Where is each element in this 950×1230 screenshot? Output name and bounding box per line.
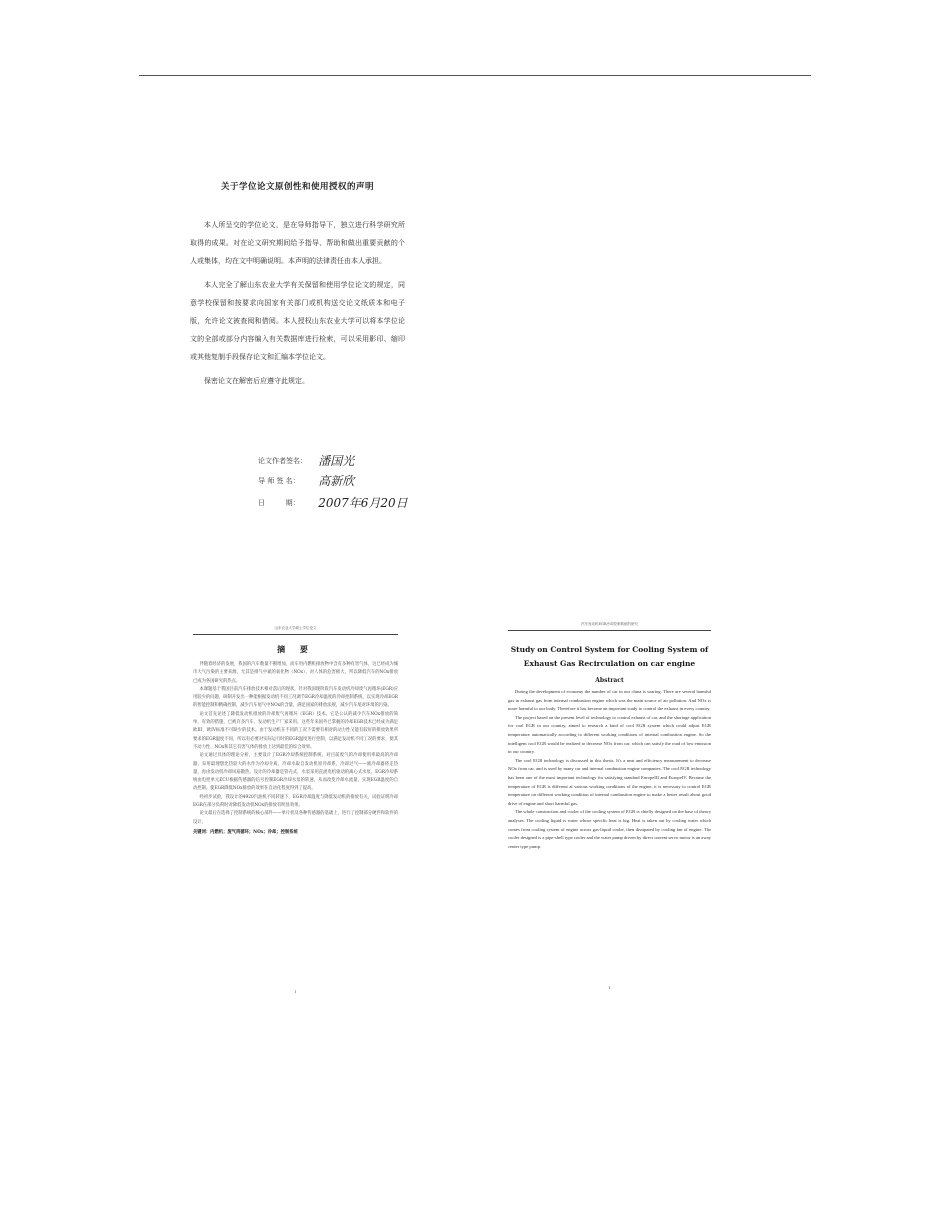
declaration-paragraph: 本人所呈交的学位论文，是在导师指导下，独立进行科学研究所取得的成果。对在论文研究期间给予指导、帮助和做出重要贡献的个人或集体，均在文中明确说明。本声明的法律责任由本人承担。: [190, 221, 405, 265]
chinese-abstract-page: [193, 626, 398, 994]
signature-line-advisor: [258, 472, 354, 489]
page-number: I: [608, 985, 611, 990]
abstract-paragraph: The project based on the present level of technology to control exhaust of car, and the shortage application for cool EGR in our country, aimed to research a kind of cool EGR system which could adjust EGR temperature automatically according to different working conditions of internal combustion engine. So the intelligent cool EGR would be realized to decrease NOx from car, which can satisfy the road of low emission in our country.: [508, 714, 711, 755]
abstract-paragraph: The whole construction and cooler of the cooling system of EGR is chiefly designed on the base of theory analyses. The cooling liquid is water whose specific heat is big. Heat is taken out by cooling water which comes from cooling system of engine across gas-liquid cooler, then dissipated by cooling fan of engine. The cooler designed is a pipe-shell type cooler and the water pump driven by direct current servo motor is an away center type pump.: [508, 809, 711, 849]
handwritten-signature: 高新欣: [318, 474, 355, 488]
abstract-paragraph: 伴随着经济的发展，我国的汽车数量不断增加，而车用内燃机排放物中含有多种有害气体，这已经成为城市大气污染的主要来源，尤其是排气中氮的氧化物（NOx），对人体的危害极大，所以降低汽车的NOx排放已成为各国研究的热点。: [193, 662, 398, 684]
signature-line-author: [258, 452, 354, 469]
abstract-paragraph: 论文首先论述了降低发动机排放的冷却废气再循环（EGR）技术。它是公认的减少汽车NOx排放的简单、有效的措施，已被许多汽车、发动机生产厂家采用。这些年来国外已掌握的冷却EGR技术已经成为满足欧III、欧IV标准不可缺少的技术。由于发动机在不同的工况下需要有相对的动力性又能有较好的排放效果所要求的EGR温度不同，所以有必要对实际运行时的EGR温度进行控制，以满足发动机不同工况的要求，使其不动力性、NOx和其它有害气体的排放上达到最佳的综合效果。: [193, 711, 398, 750]
declaration-section: [190, 180, 405, 396]
signature-label: 日 期：: [258, 498, 300, 507]
declaration-title: 关于学位论文原创性和使用授权的声明: [220, 182, 374, 192]
abstract-paragraph: During the development of economy the number of car in our china is soaring. There are several harmful gas in exhaust gas from internal combustion engine which was the main source of air pollution. And NOx is more harmful to our body. Therefore it has become an important study to control the exhaust in every country.: [508, 689, 711, 712]
abstract-paragraph: The cool EGR technology is discussed in this thesis. It's a neat and efficiency measurement to decrease NOx from car, and is used by many car and internal combustion engine companies. The cool EGR technology has been one of the most important technology for satisfying standard EuropeIII and EuropeIV. Because the temperature of EGR is different at various working conditions of the engine, it is necessary to control EGR temperature on different working condition of internal combustion engine to make a better result about good drive of engine and short harmful gas.: [508, 757, 711, 806]
thesis-title: Study on Control System for Cooling System of Exhaust Gas Recirculation on car engine: [510, 645, 709, 668]
abstract-paragraph: 经初步试验，我设计的4920汽油机不同转速下，EGR冷却温度与降低发动机的排放有关，试验证明冷却EGR在部分负荷时对降低发动机NOx的排放有明显效果。: [193, 794, 398, 809]
abstract-paragraph: 论文最后在选择了控制系统的核心部件——单片机及各种传感器的基础上，进行了控制部分硬件和软件的设计。: [193, 811, 398, 825]
page-header: 汽车发动机EGR冷却控制系统的研究: [508, 622, 711, 631]
handwritten-signature: 潘国光: [318, 454, 355, 468]
page-number: I: [294, 989, 297, 994]
signature-label: 导 师 签 名：: [258, 476, 300, 485]
keywords: 关键词：内燃机；废气再循环；NOx；冷却；控制系统: [193, 829, 298, 835]
signature-line-date: [258, 494, 408, 511]
english-abstract-page: [508, 622, 711, 990]
abstract-paragraph: 本课题基于我国目前汽车排放技术相对落后的现状，针对我国现阶段汽车发动机冷却废气再循环(EGR)应用较少的问题，研制开发出一种能根据发动机不同工况调节EGR冷却温度的冷却控制系统，以实现冷却EGR的智能控制和精确控制，减少汽车尾气中NOx的含量，满足国家的排放法规，减少汽车尾对环境的污染。: [193, 686, 398, 709]
abstract-title: 摘 要: [277, 644, 314, 654]
abstract-heading: Abstract: [595, 677, 624, 684]
top-rule: [139, 75, 811, 76]
page-header: 山东农业大学硕士学位论文: [193, 626, 398, 635]
signature-label: 论文作者签名：: [258, 456, 307, 465]
declaration-paragraph: 保密论文在解密后应遵守此规定。: [204, 377, 309, 385]
abstract-paragraph: 论文通过具体的理论分析，主要设计了EGR冷却系统控制系统，对目前废气的冷却使用率最高的冷却器、采用最理想比热较大的水作为冷却介质，冷却水取自发动机原冷却系，冷却过气——液冷却器将走热量，再由发动机冷却风扇散热。设计的冷却器是管壳式，水泵采用直流电机驱动的离心式水泵。EGR冷却系统由电控单元ECU根据传感器的信号控制EGR冷却水泵的转速，从而改变冷却水流量，实现EGR温度的自动控制。使EGR降低NOx排放的效果在自动化程度得到了提高。: [193, 753, 398, 792]
handwritten-date: 2007年6月20日: [318, 496, 408, 510]
declaration-paragraph: 本人完全了解山东农业大学有关保留和使用学位论文的规定，同意学校保留和按要求向国家有关部门或机构送交论文纸质本和电子版，允许论文被查阅和借阅。本人授权山东农业大学可以将本学位论文的全部或部分内容编入有关数据库进行检索，可以采用影印、缩印或其他复制手段保存论文和汇编本学位论文。: [190, 281, 405, 361]
